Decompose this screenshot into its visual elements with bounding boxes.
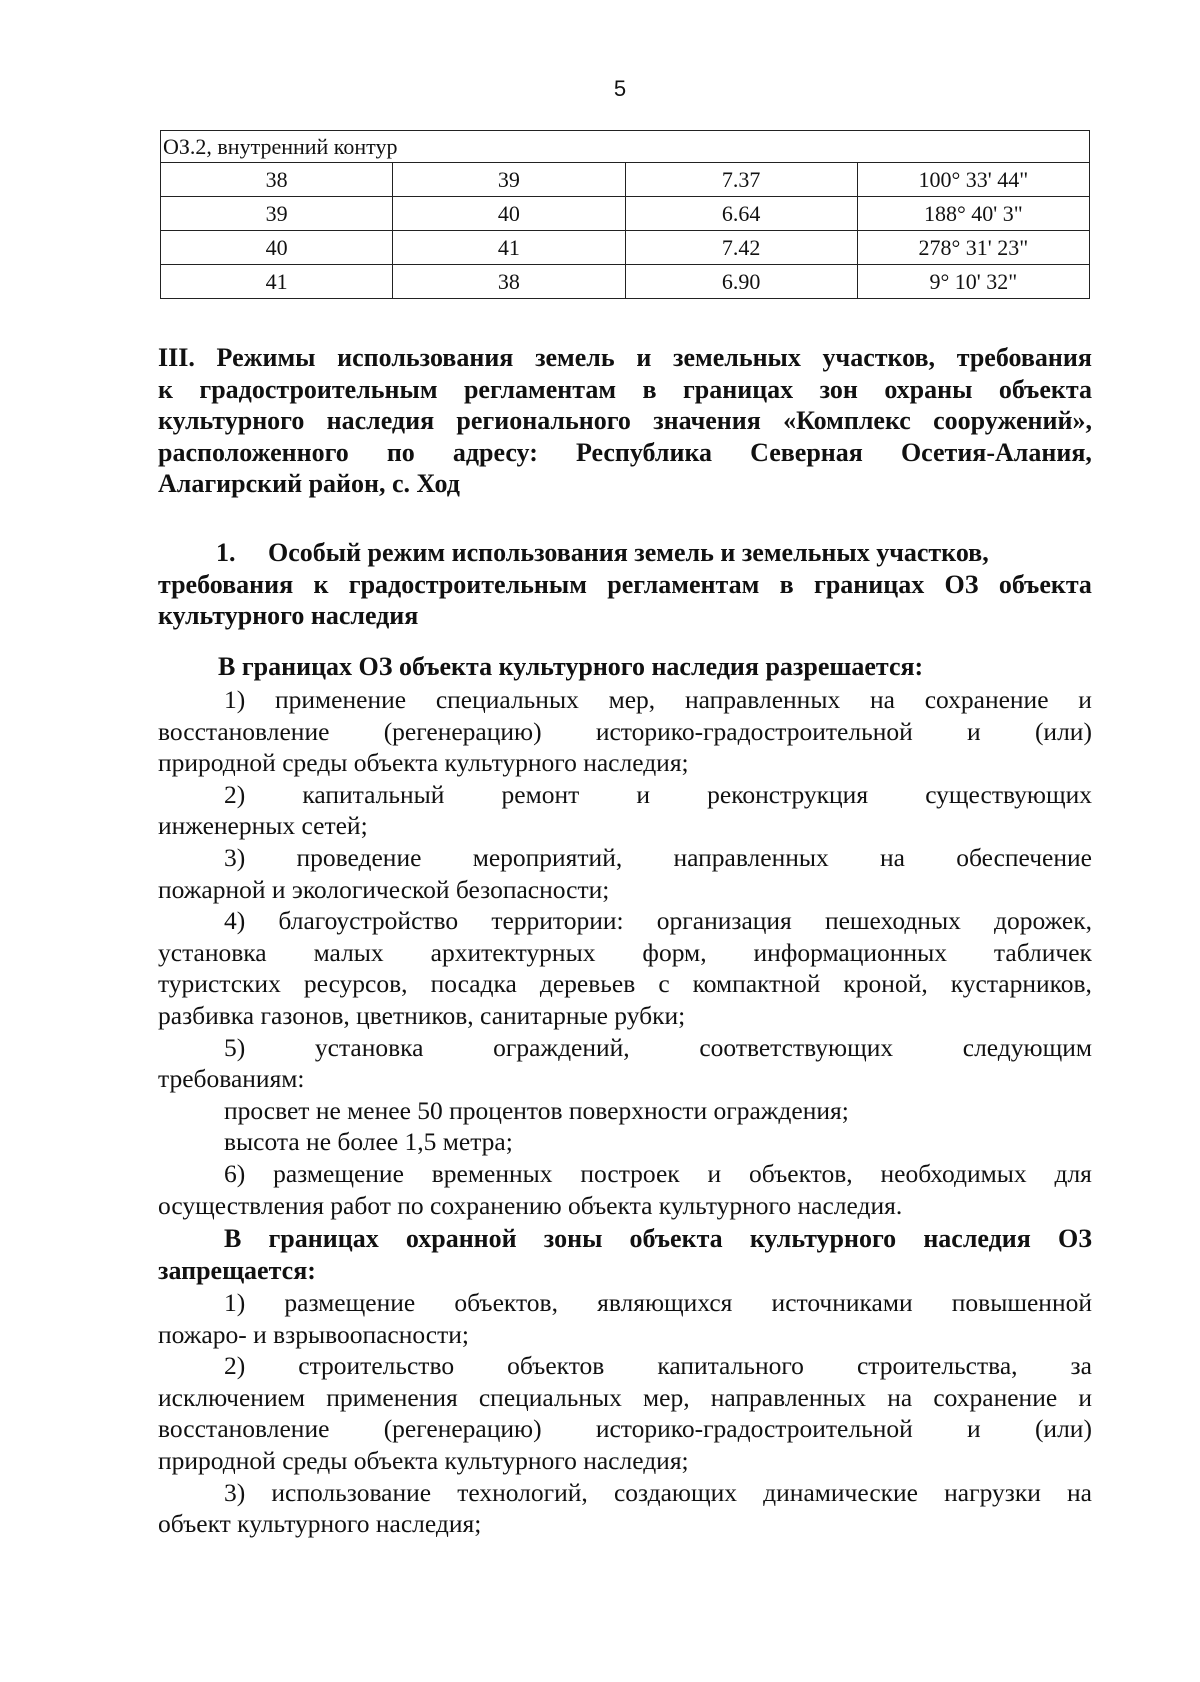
list-item: 3) использование технологий, создающих динамические нагрузки на <box>224 1477 1092 1507</box>
heading-line: культурного наследия <box>158 601 419 631</box>
table-cell: 38 <box>393 265 625 299</box>
heading-line: Особый режим использования земель и земельных участков, <box>268 538 989 567</box>
heading-line: к градостроительным регламентам в границах зон охраны объекта <box>158 374 1092 404</box>
list-line: восстановление (регенерацию) историко-градостроительной и (или) <box>158 1414 1092 1444</box>
table-cell: 39 <box>393 163 625 197</box>
list-item: 2) капитальный ремонт и реконструкция существующих <box>224 779 1092 809</box>
list-item: 4) благоустройство территории: организация пешеходных дорожек, <box>224 906 1092 936</box>
list-line: объект культурного наследия; <box>158 1509 482 1539</box>
section-heading <box>158 342 1092 500</box>
heading-line: культурного наследия регионального значения «Комплекс сооружений», <box>158 406 1092 436</box>
table-cell: 39 <box>161 197 393 231</box>
list-item: 3) проведение мероприятий, направленных на обеспечение <box>224 842 1092 872</box>
heading-line: расположенного по адресу: Республика Северная Осетия-Алания, <box>158 437 1092 467</box>
list-item: 1) размещение объектов, являющихся источниками повышенной <box>224 1288 1092 1317</box>
table-cell: 7.37 <box>625 163 857 197</box>
forbidden-heading <box>158 1223 1092 1286</box>
heading-line: запрещается: <box>158 1255 316 1285</box>
table-caption: ОЗ.2, внутренний контур <box>161 131 1090 163</box>
heading-line: В границах охранной зоны объекта культурного наследия ОЗ <box>224 1224 1092 1253</box>
list-line: природной среды объекта культурного наследия; <box>158 748 689 778</box>
list-item: 1) применение специальных мер, направленных на сохранение и <box>224 685 1092 714</box>
list-line: осуществления работ по сохранению объекта культурного наследия. <box>158 1190 903 1220</box>
table-cell: 100° 33' 44" <box>857 163 1089 197</box>
forbidden-list <box>158 1287 1092 1540</box>
table-row <box>161 197 1090 231</box>
table-cell: 41 <box>393 231 625 265</box>
list-item: 6) размещение временных построек и объектов, необходимых для <box>224 1158 1092 1188</box>
heading-line: требования к градостроительным регламентам в границах ОЗ объекта <box>158 569 1092 599</box>
list-item: 5) установка ограждений, соответствующих следующим <box>224 1032 1092 1062</box>
list-line: установка малых архитектурных форм, информационных табличек <box>158 937 1092 967</box>
table-cell: 40 <box>393 197 625 231</box>
allowed-list <box>158 684 1092 1221</box>
heading-line: III. Режимы использования земель и земельных участков, требования <box>158 343 1092 372</box>
table-cell: 188° 40' 3" <box>857 197 1089 231</box>
table-caption-row <box>161 131 1090 163</box>
subsection-number: 1. <box>216 538 236 567</box>
table-cell: 38 <box>161 163 393 197</box>
list-line: природной среды объекта культурного наследия; <box>158 1445 689 1475</box>
table-row <box>161 163 1090 197</box>
page-number: 5 <box>613 76 627 101</box>
list-line: высота не более 1,5 метра; <box>224 1127 513 1157</box>
table-cell: 9° 10' 32" <box>857 265 1089 299</box>
list-line: инженерных сетей; <box>158 811 368 841</box>
list-line: пожаро- и взрывоопасности; <box>158 1319 469 1349</box>
coordinates-table <box>160 130 1090 299</box>
list-line: пожарной и экологической безопасности; <box>158 874 610 904</box>
list-line: разбивка газонов, цветников, санитарные рубки; <box>158 1000 686 1030</box>
list-line: восстановление (регенерацию) историко-градостроительной и (или) <box>158 716 1092 746</box>
list-line: просвет не менее 50 процентов поверхности ограждения; <box>224 1095 849 1125</box>
table-cell: 7.42 <box>625 231 857 265</box>
table-cell: 40 <box>161 231 393 265</box>
table-cell: 278° 31' 23" <box>857 231 1089 265</box>
allowed-heading: В границах ОЗ объекта культурного наследия разрешается: <box>218 652 924 681</box>
table-cell: 6.90 <box>625 265 857 299</box>
subsection-heading <box>158 537 1092 632</box>
table-row <box>161 231 1090 265</box>
heading-line: Алагирский район, с. Ход <box>158 469 460 499</box>
table-cell: 41 <box>161 265 393 299</box>
list-item: 2) строительство объектов капитального строительства, за <box>224 1351 1092 1381</box>
list-line: исключением применения специальных мер, направленных на сохранение и <box>158 1382 1092 1412</box>
list-line: туристских ресурсов, посадка деревьев с компактной кроной, кустарников, <box>158 969 1092 999</box>
table-row <box>161 265 1090 299</box>
list-line: требованиям: <box>158 1064 305 1094</box>
table-cell: 6.64 <box>625 197 857 231</box>
